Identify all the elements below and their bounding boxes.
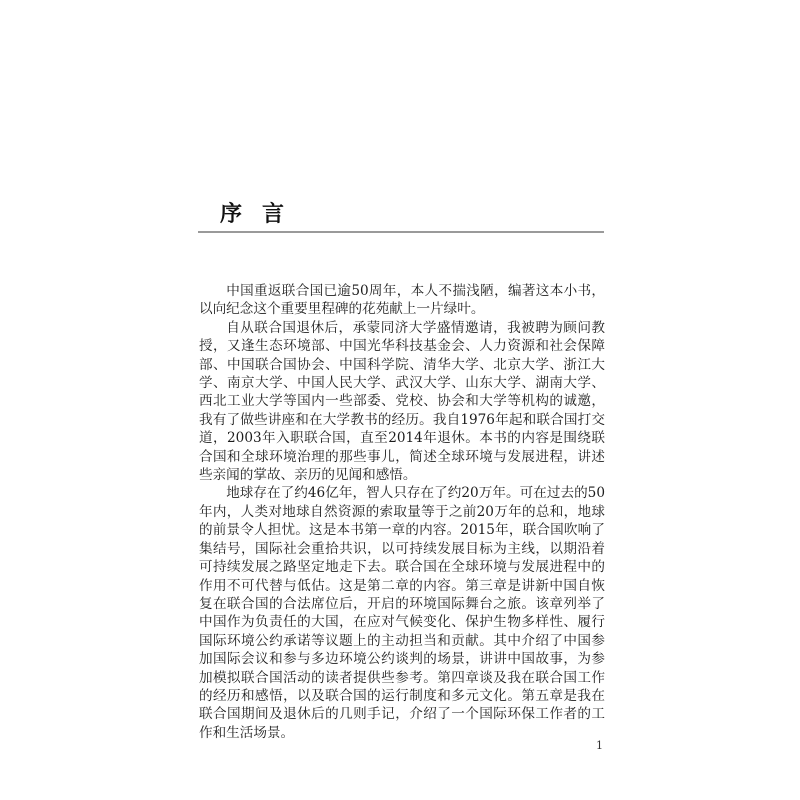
paragraph-1: 中国重返联合国已逾50周年，本人不揣浅陋，编著这本小书，以向纪念这个重要里程碑的花苑献上一片绿叶。: [199, 283, 605, 318]
preface-body: [199, 282, 605, 742]
paragraph-2: 自从联合国退休后，承蒙同济大学盛情邀请，我被聘为顾问教授，又逢生态环境部、中国光华科技基金会、人力资源和社会保障部、中国联合国协会、中国科学院、清华大学、北京大学、浙江大学、南京大学、中国人民大学、武汉大学、山东大学、湖南大学、西北工业大学等国内一些部委、党校、协会和大学等机构的诚邀，我有了做些讲座和在大学教书的经历。我自1976年起和联合国打交道，2003年入职联合国，直至2014年退休。本书的内容是围绕联合国和全球环境治理的那些事儿，简述全球环境与发展进程，讲述些亲闻的掌故、亲历的见闻和感悟。: [199, 319, 605, 484]
chapter-title: 序言: [220, 201, 305, 227]
chapter-header: [198, 200, 604, 228]
page-number: 1: [596, 739, 603, 752]
title-underline: [198, 231, 604, 233]
paragraph-3: 地球存在了约46亿年，智人只存在了约20万年。可在过去的50年内，人类对地球自然资源的索取量等于之前20万年的总和，地球的前景令人担忧。这是本书第一章的内容。2015年，联合国吹响了集结号，国际社会重拾共识，以可持续发展目标为主线，以期沿着可持续发展之路坚定地走下去。联合国在全球环境与发展进程中的作用不可代替与低估。这是第二章的内容。第三章是讲新中国自恢复在联合国的合法席位后，开启的环境国际舞台之旅。该章列举了中国作为负责任的大国，在应对气候变化、保护生物多样性、履行国际环境公约承诺等议题上的主动担当和贡献。其中介绍了中国参加国际会议和参与多边环境公约谈判的场景，讲讲中国故事，为参加模拟联合国活动的读者提供些参考。第四章谈及我在联合国工作的经历和感悟，以及联合国的运行制度和多元文化。第五章是我在联合国期间及退休后的几则手记，介绍了一个国际环保工作者的工作和生活场景。: [199, 485, 605, 741]
